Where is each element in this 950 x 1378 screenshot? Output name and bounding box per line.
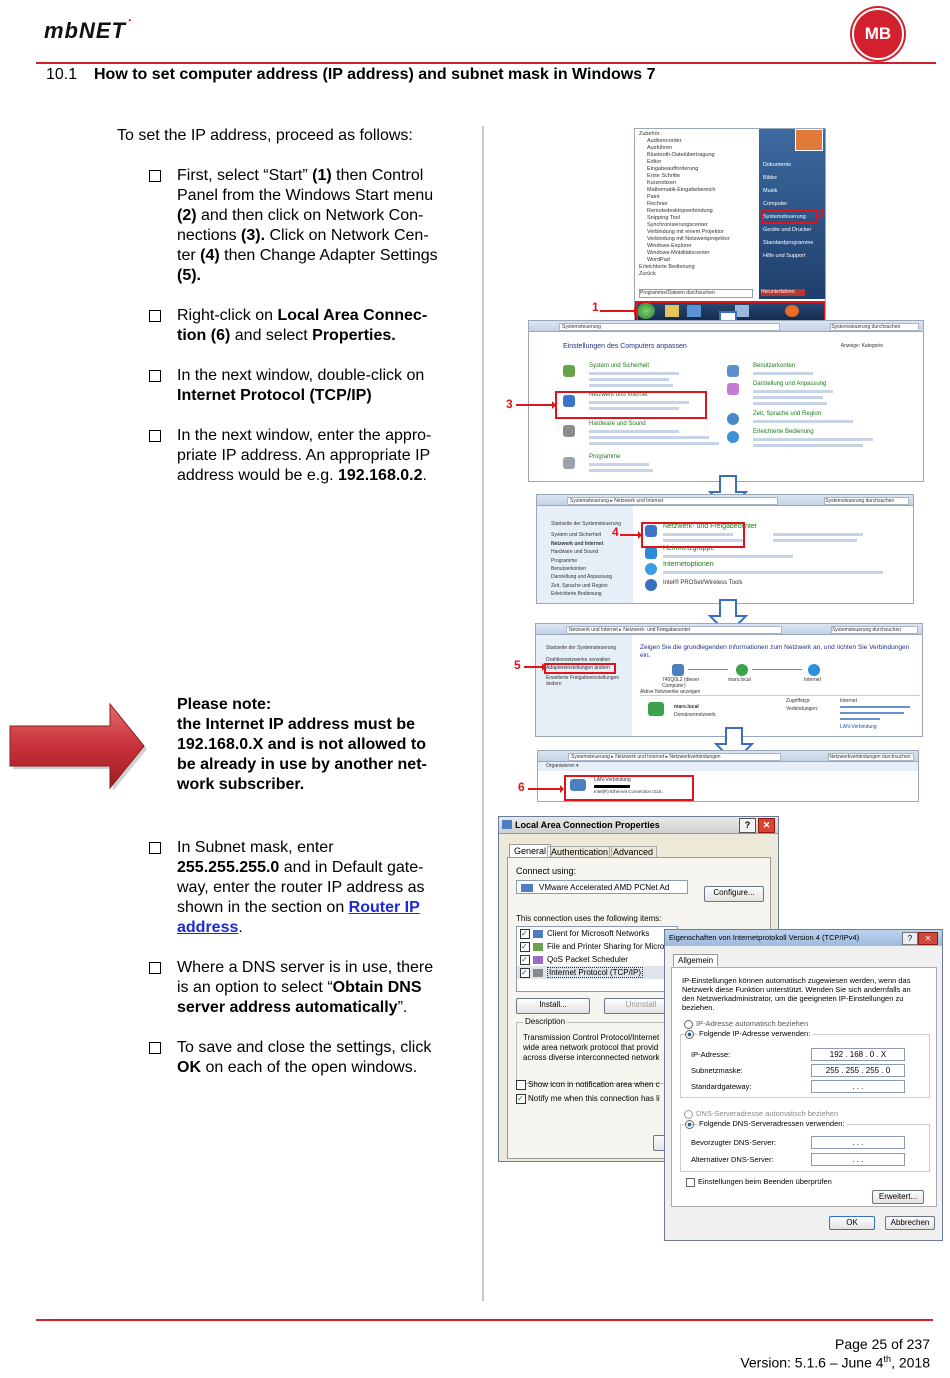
cp-sidebar-item[interactable]: System und Sicherheit — [551, 532, 602, 539]
sharing-center-screenshot: Netzwerk und Internet ▸ Netzwerk- und Freigabecenter Systemsteuerung durchsuchen Startseite der Systemsteuerung Drahtlosnetzwerke verwalten Adaptereinstellungen ändern Erweiterte Freigabeeinstellungen ändern Zeigen Sie die grundlegenden Informationen zum Netzwerk an, und richten Sie Verbindungen ein. 745Q0L2 (dieser Computer) mars.local Internet Aktive Netzwerke anzeigen mars.local Domänennetzwerk Zugriffstyp: Internet Verbindungen: LAN-Verbindung — [535, 623, 923, 737]
start-menu-item[interactable]: Verbindung mit einem Projektor — [647, 229, 724, 235]
checkbox-bullet-icon — [149, 430, 161, 442]
start-menu-right-item[interactable]: Computer — [763, 201, 788, 207]
start-menu-programs — [635, 129, 759, 291]
start-menu-right-item[interactable]: Hilfe und Support — [763, 253, 806, 259]
explorer-address-bar: Systemsteuerung ▸ Netzwerk und Internet Systemsteuerung durchsuchen — [537, 495, 913, 506]
component-item[interactable] — [517, 927, 677, 940]
start-menu-item[interactable]: Mathematik-Eingabebereich — [647, 187, 716, 193]
start-menu-right-item[interactable]: Bilder — [763, 175, 778, 181]
step-text: In Subnet mask, enter 255.255.255.0 and in Default gate- way, enter the router IP address as shown in the section on Router IP address. — [177, 839, 425, 936]
step-5 — [149, 838, 469, 938]
highlight-systemsteuerung — [761, 210, 817, 224]
computer-icon — [672, 664, 684, 676]
start-menu-right-item[interactable]: Systemsteuerung — [763, 214, 806, 220]
step-3 — [149, 366, 469, 406]
ipv4-title-bar — [665, 930, 942, 946]
ni-link-sharing[interactable]: Netzwerk- und Freigabecenter — [663, 523, 758, 530]
marker-4: 4 — [612, 525, 619, 539]
component-checkbox[interactable]: ✓ — [520, 929, 530, 939]
lan-connection-item[interactable]: LAN-Verbindung — [594, 777, 631, 783]
start-menu-item[interactable]: Erleichterte Bedienung — [639, 264, 695, 270]
start-menu-item[interactable]: Windows-Explorer — [647, 243, 692, 249]
explorer-address-bar: Netzwerk und Internet ▸ Netzwerk- und Freigabecenter Systemsteuerung durchsuchen — [536, 624, 922, 635]
version-info: Version: 5.1.6 – June 4th, 2018 — [740, 1354, 930, 1371]
active-network-icon — [648, 702, 664, 716]
note-arrow-icon — [6, 700, 148, 792]
step-7 — [149, 1038, 469, 1078]
tab-authentication[interactable]: Authentication — [547, 846, 612, 858]
cp-link-programs[interactable]: Programme — [589, 454, 621, 460]
tab-advanced[interactable]: Advanced — [609, 846, 657, 858]
cp-sidebar-item[interactable]: Benutzerkonten — [551, 566, 587, 573]
intro-text: To set the IP address, proceed as follows: — [117, 127, 413, 144]
adapters-screenshot: Systemsteuerung ▸ Netzwerk und Internet ▸ Netzwerkverbindungen Netzwerkverbindungen durchsuchen Organisieren ▾ LAN-Verbindung Intel(R) Ethernet Connection I219... — [537, 750, 919, 802]
section-title: How to set computer address (IP address) and subnet mask in Windows 7 — [94, 66, 656, 83]
page-number: Page 25 of 237 — [835, 1336, 930, 1352]
ni-link-intel[interactable]: Intel® PROSet/Wireless Tools — [663, 580, 743, 586]
component-label: Client for Microsoft Networks — [547, 929, 650, 938]
cp-link-region[interactable]: Zeit, Sprache und Region — [753, 411, 822, 417]
highlight-sharing-center — [641, 522, 745, 548]
cp-link-ease[interactable]: Erleichterte Bedienung — [753, 429, 814, 435]
component-checkbox[interactable]: ✓ — [520, 942, 530, 952]
cp-sidebar — [537, 506, 633, 603]
close-icon[interactable]: ✕ — [758, 818, 775, 833]
shutdown-button[interactable]: Herunterfahren — [761, 289, 805, 296]
cp-link-system[interactable]: System und Sicherheit — [589, 363, 650, 369]
adapters-toolbar — [538, 762, 918, 771]
marker-5-arrow-icon — [522, 662, 546, 672]
step-6 — [149, 958, 469, 1018]
explorer-address-bar: Systemsteuerung Systemsteuerung durchsuchen — [529, 321, 923, 332]
subnet-mask-field[interactable]: 255 . 255 . 255 . 0 — [811, 1064, 905, 1077]
ipv4-title: Eigenschaften von Internetprotokoll Version 4 (TCP/IPv4) — [669, 933, 860, 942]
section-heading — [46, 66, 655, 84]
cancel-button[interactable]: Abbrechen — [885, 1216, 935, 1230]
header-rule — [36, 62, 936, 64]
start-menu-item[interactable]: Windows-Mobilitätscenter — [647, 250, 710, 256]
help-button[interactable]: ? — [739, 818, 756, 833]
internet-options-icon — [645, 563, 657, 575]
mb-logo-badge — [852, 8, 904, 60]
start-menu-item[interactable]: Kurznotizen — [647, 180, 677, 186]
programs-icon — [563, 457, 575, 469]
ok-button[interactable]: OK — [829, 1216, 875, 1230]
ip-address-field[interactable]: 192 . 168 . 0 . X — [811, 1048, 905, 1061]
notify-checkbox[interactable]: ✓ — [516, 1094, 526, 1104]
step-text: Right-click on Local Area Connec- tion (6) and select Properties. — [177, 307, 428, 344]
brand-tick-icon: ˙ — [126, 18, 133, 35]
cp-sidebar-item[interactable]: Erleichterte Bedienung — [551, 591, 602, 598]
marker-1: 1 — [592, 300, 599, 314]
internet-globe-icon — [808, 664, 820, 676]
network-adapter-icon — [502, 820, 512, 829]
start-menu-item[interactable]: Remotedesktopverbindung — [647, 208, 713, 214]
checkbox-bullet-icon — [149, 310, 161, 322]
start-menu-item[interactable]: Audiorecorder — [647, 138, 682, 144]
alternate-dns-field[interactable]: . . . — [811, 1153, 905, 1166]
close-icon[interactable]: ✕ — [918, 932, 938, 945]
component-checkbox[interactable]: ✓ — [520, 955, 530, 965]
clock-region-icon — [727, 413, 739, 425]
use-ip-radio[interactable] — [685, 1030, 694, 1039]
start-menu-item[interactable]: Eingabeaufforderung — [647, 166, 699, 172]
lan-connection-link[interactable]: LAN-Verbindung — [840, 724, 877, 730]
checkbox-bullet-icon — [149, 370, 161, 382]
marker-6: 6 — [518, 780, 525, 794]
domain-network-icon — [736, 664, 748, 676]
step-2 — [149, 306, 469, 346]
cp-link-appearance[interactable]: Darstellung und Anpassung — [753, 381, 827, 387]
router-ip-link-cont[interactable]: address — [177, 919, 239, 936]
marker-4-arrow-icon — [618, 530, 642, 540]
start-menu-item[interactable]: Snipping Tool — [647, 215, 680, 221]
cp-link-network[interactable]: Netzwerk und Internet — [589, 392, 648, 398]
advanced-button[interactable]: Erweitert... — [872, 1190, 924, 1204]
start-menu-item[interactable]: WordPad — [647, 257, 670, 263]
cp-sidebar-item[interactable]: Programme — [551, 557, 578, 564]
adapter-icon — [521, 884, 533, 892]
ipv4-properties-dialog — [664, 929, 943, 1241]
cp-link-users[interactable]: Benutzerkonten — [753, 363, 796, 369]
adapter-field: VMware Accelerated AMD PCNet Ad — [516, 880, 688, 894]
marker-6-arrow-icon — [526, 784, 564, 794]
component-label: File and Printer Sharing for Micro — [547, 942, 665, 951]
dns-group: Folgende DNS-Serveradressen verwenden: Bevorzugter DNS-Server: . . . Alternativer DNS-Server: . . . — [680, 1124, 930, 1172]
start-menu-item[interactable]: Editor — [647, 159, 662, 165]
checkbox-bullet-icon — [149, 170, 161, 182]
start-menu-item[interactable]: Erste Schritte — [647, 173, 681, 179]
step-text: In the next window, enter the appro- priate IP address. An appropriate IP address would be e.g. 192.168.0.2. — [177, 427, 432, 484]
appearance-icon — [727, 383, 739, 395]
step-1 — [149, 166, 469, 286]
tab-general[interactable]: General — [509, 844, 551, 857]
ipv4-general-panel: IP-Einstellungen können automatisch zugewiesen werden, wenn das Netzwerk diese Funktion unterstützt. Wenden Sie sich andernfalls an den Netzwerkadministrator, um die geeigneten IP-Einstellungen zu beziehen. IP-Adresse automatisch beziehen Folgende IP-Adresse verwenden: IP-Adresse: 192 . 168 . 0 . X Subnetzmaske: 255 . 255 . 255 . 0 Standardgateway: . . . DNS-Serveradresse automatisch beziehen Folgende DNS-Serveradressen verwenden: Bevorzugter DNS-Server: . . . Alternativer DNS-Server: . . . Einstellungen beim Beenden überprüfen Erweitert... — [671, 967, 937, 1207]
step-text: Where a DNS server is in use, there is an option to select “Obtain DNS server address automatically”. — [177, 959, 434, 1016]
step-text: To save and close the settings, click OK on each of the open windows. — [177, 1039, 432, 1076]
component-icon — [533, 969, 543, 977]
component-item[interactable] — [517, 953, 677, 966]
component-icon — [533, 956, 543, 964]
system-security-icon — [563, 365, 575, 377]
preferred-dns-field[interactable]: . . . — [811, 1136, 905, 1149]
step-4 — [149, 426, 469, 486]
highlight-adapter-settings — [544, 663, 616, 674]
cp-sidebar-item[interactable]: Darstellung und Anpassung — [551, 574, 613, 581]
cp-sidebar-item[interactable]: Startseite der Systemsteuerung — [551, 521, 622, 527]
cp-view[interactable]: Anzeige: Kategorie — [840, 343, 883, 349]
component-icon — [533, 930, 543, 938]
network-internet-screenshot — [536, 494, 914, 604]
start-menu-item[interactable]: Rechner — [647, 201, 668, 207]
highlight-network-internet — [555, 391, 707, 419]
component-label: Internet Protocol (TCP/IP) — [549, 968, 642, 977]
start-menu-right-item[interactable]: Standardprogramme — [763, 240, 814, 246]
intel-wireless-icon — [645, 579, 657, 591]
auto-ip-radio[interactable] — [684, 1020, 693, 1029]
install-button[interactable]: Install... — [516, 998, 590, 1014]
show-icon-checkbox[interactable] — [516, 1080, 526, 1090]
default-gateway-field[interactable]: . . . — [811, 1080, 905, 1093]
static-ip-group: Folgende IP-Adresse verwenden: IP-Adresse: 192 . 168 . 0 . X Subnetzmaske: 255 . 255 . 255 . 0 Standardgateway: . . . — [680, 1034, 930, 1098]
marker-5: 5 — [514, 658, 521, 672]
badge-text: MB — [864, 24, 892, 43]
marker-3: 3 — [506, 397, 513, 411]
component-item[interactable] — [517, 966, 677, 979]
start-search-box[interactable]: Programme/Dateien durchsuchen — [639, 289, 753, 298]
homegroup-icon — [645, 547, 657, 559]
components-list — [516, 926, 678, 992]
user-picture — [795, 129, 823, 151]
lac-title-bar — [499, 817, 778, 834]
use-dns-radio[interactable] — [685, 1120, 694, 1129]
uninstall-button[interactable]: Uninstall — [604, 998, 678, 1014]
validate-checkbox[interactable] — [686, 1178, 695, 1187]
start-menu-item[interactable]: Synchronisierungscenter — [647, 222, 708, 228]
cp-heading: Einstellungen des Computers anpassen — [563, 343, 687, 350]
organize-button[interactable]: Organisieren ▾ — [546, 763, 579, 769]
lac-title: Local Area Connection Properties — [515, 820, 660, 830]
component-label: QoS Packet Scheduler — [547, 955, 628, 964]
start-menu-item[interactable]: Bluetooth-Dateiübertragung — [647, 152, 715, 158]
hardware-sound-icon — [563, 425, 575, 437]
start-menu-item[interactable]: Verbindung mit Netzwerkprojektor — [647, 236, 730, 242]
cp-link-hardware[interactable]: Hardware und Sound — [589, 421, 646, 427]
brand-name: mbNET — [44, 18, 126, 43]
start-menu-right-item[interactable]: Geräte und Drucker — [763, 227, 812, 233]
step-text: First, select “Start” (1) then Control Panel from the Windows Start menu (2) and then click on Network Con- nections (3). Click on Network Cen- ter (4) then Change Adapter Settings (5). — [177, 167, 438, 284]
lac-general-panel: Connect using: VMware Accelerated AMD PCNet Ad Configure... This connection uses the following items: ✓ Client for Microsoft Networks ✓ File and Printer Sharing for Micro ✓ QoS Packet Scheduler ✓ Internet Protocol (TCP/IP) Install... Uninstall Description Transmission Control Protocol/Internet wide area network protocol that provid across diverse interconnected network Show icon in notification area when c ✓ Notify me when this connection has li — [507, 857, 771, 1159]
description-group: Description Transmission Control Protocol/Internet wide area network protocol that provid across diverse interconnected network — [516, 1022, 678, 1084]
brand-logo — [44, 18, 132, 44]
step-text: In the next window, double-click on Internet Protocol (TCP/IP) — [177, 367, 425, 404]
help-button[interactable]: ? — [902, 932, 918, 945]
sharing-heading: Zeigen Sie die grundlegenden Informationen zum Netzwerk an, und richten Sie Verbindungen ein. — [640, 644, 910, 659]
start-menu-screenshot — [634, 128, 826, 322]
cp-sidebar-item[interactable]: Zeit, Sprache und Region — [551, 582, 608, 589]
change-adapter-settings-link[interactable]: Adaptereinstellungen ändern — [546, 665, 610, 671]
start-menu-right-item[interactable]: Musik — [763, 188, 778, 194]
checkbox-bullet-icon — [149, 842, 161, 854]
tab-allgemein[interactable]: Allgemein — [673, 954, 718, 966]
highlight-lan-connection — [564, 775, 694, 801]
router-ip-link[interactable]: Router IP — [348, 899, 420, 916]
please-note: Please note: the Internet IP address must be 192.168.0.X and is not allowed to be already in use by another net- work subscriber. — [177, 696, 427, 793]
start-menu-item[interactable]: Ausführen — [647, 145, 673, 151]
start-menu-item[interactable]: Zubehör — [639, 131, 660, 137]
component-icon — [533, 943, 543, 951]
marker-1-arrow-icon — [598, 306, 638, 316]
column-divider — [482, 126, 484, 1301]
start-menu-item[interactable]: Zurück — [639, 271, 656, 277]
explorer-address-bar: Systemsteuerung ▸ Netzwerk und Internet ▸ Netzwerkverbindungen Netzwerkverbindungen durchsuchen — [538, 751, 918, 762]
ease-of-access-icon — [727, 431, 739, 443]
cp-sidebar-item[interactable]: Netzwerk und Internet — [551, 540, 604, 547]
ni-link-homegroup[interactable]: Heimnetzgruppe — [663, 545, 715, 552]
marker-2: 2 — [818, 207, 825, 221]
ni-link-options[interactable]: Internetoptionen — [663, 561, 714, 568]
marker-3-arrow-icon — [514, 400, 556, 410]
user-accounts-icon — [727, 365, 739, 377]
footer-rule — [36, 1319, 933, 1321]
component-checkbox[interactable]: ✓ — [520, 968, 530, 978]
checkbox-bullet-icon — [149, 962, 161, 974]
section-number: 10.1 — [46, 66, 78, 83]
configure-button[interactable]: Configure... — [704, 886, 764, 902]
cp-sidebar-item[interactable]: Hardware und Sound — [551, 549, 599, 556]
auto-dns-radio[interactable] — [684, 1110, 693, 1119]
control-panel-screenshot — [528, 320, 924, 482]
checkbox-bullet-icon — [149, 1042, 161, 1054]
component-item[interactable] — [517, 940, 677, 953]
sharing-sidebar: Startseite der Systemsteuerung Drahtlosnetzwerke verwalten Adaptereinstellungen ändern Erweiterte Freigabeeinstellungen ändern — [536, 635, 632, 736]
start-menu-right-item[interactable]: Dokumente — [763, 162, 792, 168]
start-menu-item[interactable]: Paint — [647, 194, 660, 200]
